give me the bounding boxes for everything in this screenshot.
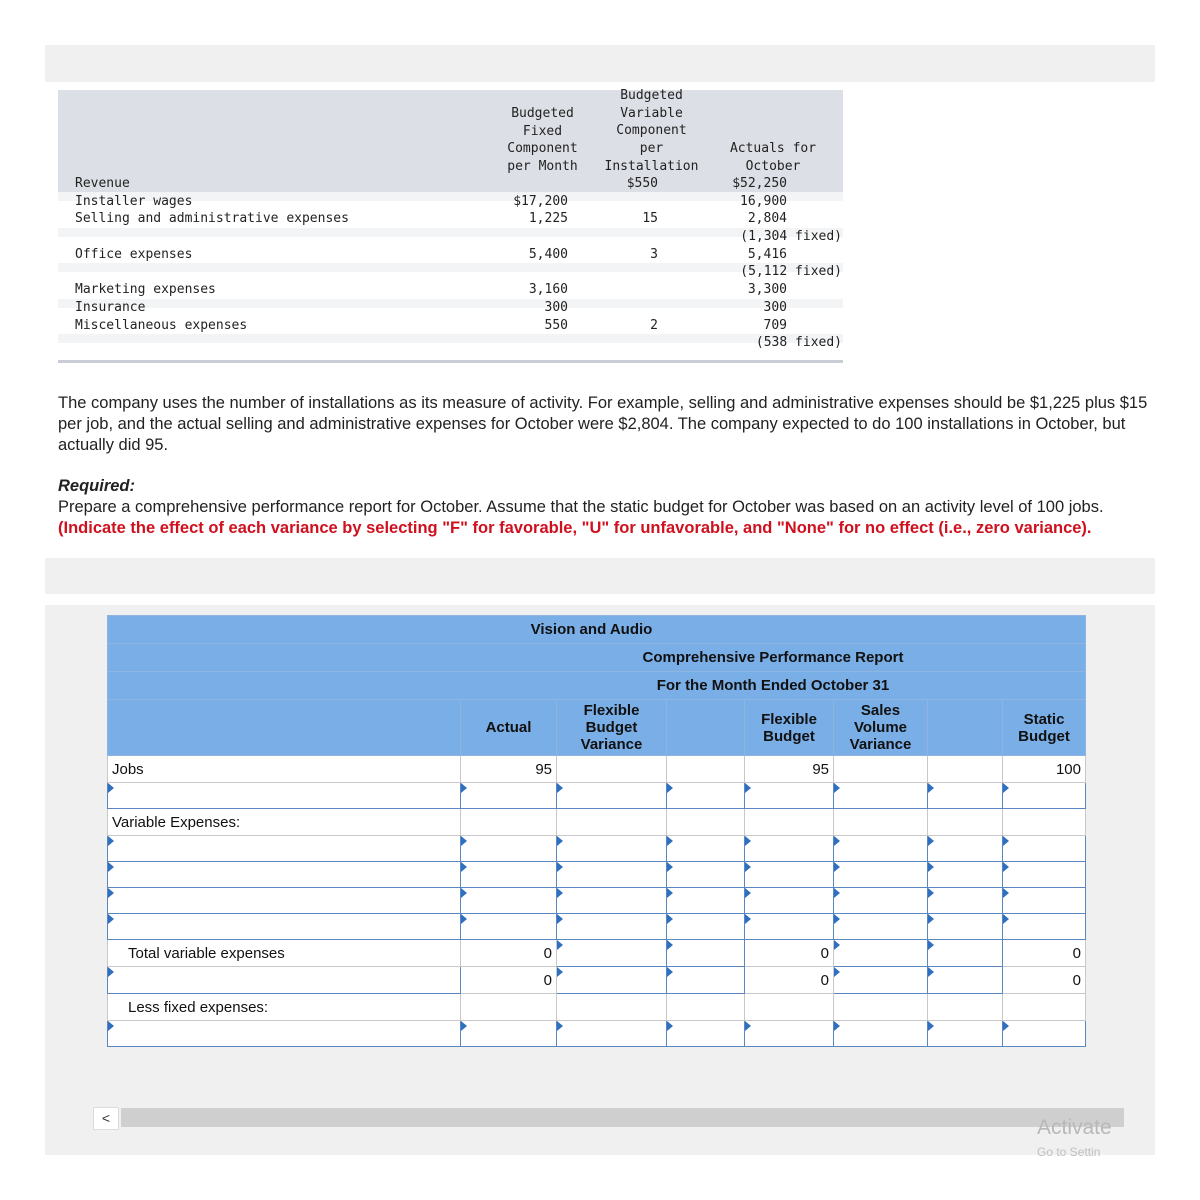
required-section bbox=[58, 476, 1148, 539]
scrollbar-thumb[interactable] bbox=[121, 1108, 1124, 1127]
horizontal-scrollbar[interactable] bbox=[93, 1107, 1125, 1128]
amount-input[interactable] bbox=[1003, 836, 1086, 862]
subtotal-static: 0 bbox=[1003, 967, 1086, 994]
effect-select[interactable] bbox=[928, 862, 1003, 888]
fixed-selling-admin: 1,225 bbox=[528, 211, 568, 226]
table-row bbox=[108, 914, 1086, 940]
header-sales-volume-variance: Sales Volume Variance bbox=[834, 700, 928, 756]
line-item-input[interactable] bbox=[108, 836, 461, 862]
variance-input[interactable] bbox=[557, 967, 667, 994]
amount-input[interactable] bbox=[745, 783, 834, 809]
variance-input[interactable] bbox=[557, 862, 667, 888]
header-flexible-budget: Flexible Budget bbox=[745, 700, 834, 756]
amount-input[interactable] bbox=[461, 1021, 557, 1047]
jobs-flexible-budget: 95 bbox=[745, 756, 834, 783]
jobs-actual: 95 bbox=[461, 756, 557, 783]
header-static-budget: Static Budget bbox=[1003, 700, 1086, 756]
effect-select[interactable] bbox=[667, 967, 745, 994]
activate-watermark-sub: Go to Settin bbox=[1037, 1145, 1101, 1159]
fixed-office: 5,400 bbox=[528, 247, 568, 262]
effect-select[interactable] bbox=[928, 967, 1003, 994]
row-label-insurance: Insurance bbox=[75, 300, 146, 315]
line-item-input[interactable] bbox=[108, 1021, 461, 1047]
required-instruction: (Indicate the effect of each variance by selecting "F" for favorable, "U" for unfavorable, and "None" for no effect (i.e., zero variance). bbox=[58, 519, 1092, 537]
required-text: Prepare a comprehensive performance report for October. Assume that the static budget for October was based on an activity level of 100 jobs. bbox=[58, 498, 1104, 516]
effect-select[interactable] bbox=[667, 914, 745, 940]
total-variable-expenses-label: Total variable expenses bbox=[108, 940, 461, 967]
table-row bbox=[108, 862, 1086, 888]
cost-data-table bbox=[58, 90, 843, 363]
variable-misc: 2 bbox=[650, 318, 658, 333]
table-row bbox=[108, 940, 1086, 967]
amount-input[interactable] bbox=[1003, 783, 1086, 809]
fixed-installer-wages: $17,200 bbox=[513, 194, 568, 209]
variance-input[interactable] bbox=[834, 888, 928, 914]
actual-office-fixed-note: (5,112 fixed) bbox=[740, 264, 842, 279]
variance-input[interactable] bbox=[557, 783, 667, 809]
report-title: Comprehensive Performance Report bbox=[642, 649, 904, 666]
actual-selling-admin: 2,804 bbox=[747, 211, 787, 226]
variance-input[interactable] bbox=[557, 940, 667, 967]
line-item-input[interactable] bbox=[108, 914, 461, 940]
variance-input[interactable] bbox=[557, 888, 667, 914]
activate-watermark: Activate bbox=[1037, 1116, 1112, 1139]
table-row bbox=[108, 1021, 1086, 1047]
variance-input[interactable] bbox=[834, 914, 928, 940]
header-svv-effect bbox=[928, 700, 1003, 756]
activity-description: The company uses the number of installations as its measure of activity. For example, selling and administrative expenses should be $1,225 plus $15 per job, and the actual selling and administrative expenses for October were $2,804. The company expected to do 100 installations in October, but actually did 95. bbox=[58, 394, 1148, 454]
line-item-input[interactable] bbox=[108, 967, 461, 994]
header-variable-component: Budgeted Variable Component per Installation bbox=[604, 88, 699, 174]
actual-misc: 709 bbox=[763, 318, 787, 333]
row-label-misc: Miscellaneous expenses bbox=[75, 318, 248, 333]
variance-input[interactable] bbox=[834, 967, 928, 994]
actual-office: 5,416 bbox=[747, 247, 787, 262]
amount-input[interactable] bbox=[745, 836, 834, 862]
effect-select[interactable] bbox=[928, 940, 1003, 967]
row-label-revenue: Revenue bbox=[75, 176, 130, 191]
effect-select[interactable] bbox=[667, 888, 745, 914]
row-label-marketing: Marketing expenses bbox=[75, 282, 216, 297]
amount-input[interactable] bbox=[745, 914, 834, 940]
total-variable-flexible: 0 bbox=[745, 940, 834, 967]
total-variable-static: 0 bbox=[1003, 940, 1086, 967]
amount-input[interactable] bbox=[1003, 914, 1086, 940]
effect-select[interactable] bbox=[667, 783, 745, 809]
table-row bbox=[108, 756, 1086, 783]
fixed-misc: 550 bbox=[544, 318, 568, 333]
effect-select[interactable] bbox=[928, 888, 1003, 914]
effect-select[interactable] bbox=[928, 914, 1003, 940]
header-actual: Actual bbox=[461, 700, 557, 756]
subtotal-actual: 0 bbox=[461, 967, 557, 994]
variance-input[interactable] bbox=[557, 836, 667, 862]
variable-selling-admin: 15 bbox=[642, 211, 658, 226]
report-period: For the Month Ended October 31 bbox=[656, 677, 890, 694]
amount-input[interactable] bbox=[461, 914, 557, 940]
header-fbv-effect bbox=[667, 700, 745, 756]
variable-expenses-label: Variable Expenses: bbox=[108, 809, 461, 836]
fixed-expenses-label: Less fixed expenses: bbox=[108, 994, 461, 1021]
variance-input[interactable] bbox=[834, 783, 928, 809]
header-actuals: Actuals for October bbox=[729, 141, 817, 174]
actual-revenue: $52,250 bbox=[732, 176, 787, 191]
line-item-input[interactable] bbox=[108, 783, 461, 809]
actual-installer-wages: 16,900 bbox=[740, 194, 787, 209]
row-label-office: Office expenses bbox=[75, 247, 193, 262]
total-variable-actual: 0 bbox=[461, 940, 557, 967]
fixed-marketing: 3,160 bbox=[528, 282, 568, 297]
variance-input[interactable] bbox=[834, 862, 928, 888]
effect-select[interactable] bbox=[667, 862, 745, 888]
row-label-selling-admin: Selling and administrative expenses bbox=[75, 211, 349, 226]
amount-input[interactable] bbox=[745, 862, 834, 888]
amount-input[interactable] bbox=[461, 888, 557, 914]
table-row bbox=[108, 809, 1086, 836]
effect-select[interactable] bbox=[928, 1021, 1003, 1047]
table-row bbox=[108, 994, 1086, 1021]
line-item-input[interactable] bbox=[108, 888, 461, 914]
amount-input[interactable] bbox=[1003, 888, 1086, 914]
required-title: Required: bbox=[58, 477, 136, 495]
actual-marketing: 3,300 bbox=[747, 282, 787, 297]
header-label-col bbox=[108, 700, 461, 756]
company-name: Vision and Audio bbox=[530, 621, 653, 638]
variance-input[interactable] bbox=[834, 1021, 928, 1047]
effect-select[interactable] bbox=[667, 1021, 745, 1047]
effect-select[interactable] bbox=[667, 836, 745, 862]
variance-input[interactable] bbox=[834, 940, 928, 967]
line-item-input[interactable] bbox=[108, 862, 461, 888]
header-flexible-budget-variance: Flexible Budget Variance bbox=[557, 700, 667, 756]
variable-office: 3 bbox=[650, 247, 658, 262]
jobs-static-budget: 100 bbox=[1003, 756, 1086, 783]
variable-revenue: $550 bbox=[626, 176, 658, 191]
actual-selling-admin-fixed-note: (1,304 fixed) bbox=[740, 229, 842, 244]
header-band bbox=[45, 45, 1155, 82]
header-fixed-component: Budgeted Fixed Component per Month bbox=[507, 106, 578, 175]
actual-misc-fixed-note: (538 fixed) bbox=[755, 335, 842, 350]
table-row bbox=[108, 888, 1086, 914]
report-company bbox=[108, 616, 1086, 644]
variance-input[interactable] bbox=[834, 836, 928, 862]
table-row bbox=[108, 967, 1086, 994]
amount-input[interactable] bbox=[461, 862, 557, 888]
subtotal-flexible: 0 bbox=[745, 967, 834, 994]
scroll-left-button[interactable]: < bbox=[93, 1107, 119, 1130]
effect-select[interactable] bbox=[928, 836, 1003, 862]
amount-input[interactable] bbox=[745, 888, 834, 914]
variance-input[interactable] bbox=[557, 914, 667, 940]
amount-input[interactable] bbox=[1003, 862, 1086, 888]
fixed-insurance: 300 bbox=[544, 300, 568, 315]
table-row bbox=[108, 783, 1086, 809]
jobs-label: Jobs bbox=[108, 756, 461, 783]
amount-input[interactable] bbox=[745, 1021, 834, 1047]
effect-select[interactable] bbox=[928, 783, 1003, 809]
actual-insurance: 300 bbox=[763, 300, 787, 315]
amount-input[interactable] bbox=[461, 783, 557, 809]
separator-band bbox=[45, 558, 1155, 594]
table-row bbox=[108, 836, 1086, 862]
amount-input[interactable] bbox=[1003, 1021, 1086, 1047]
effect-select[interactable] bbox=[667, 940, 745, 967]
amount-input[interactable] bbox=[461, 836, 557, 862]
performance-report-table bbox=[107, 615, 1086, 1047]
row-label-installer-wages: Installer wages bbox=[75, 194, 193, 209]
variance-input[interactable] bbox=[557, 1021, 667, 1047]
